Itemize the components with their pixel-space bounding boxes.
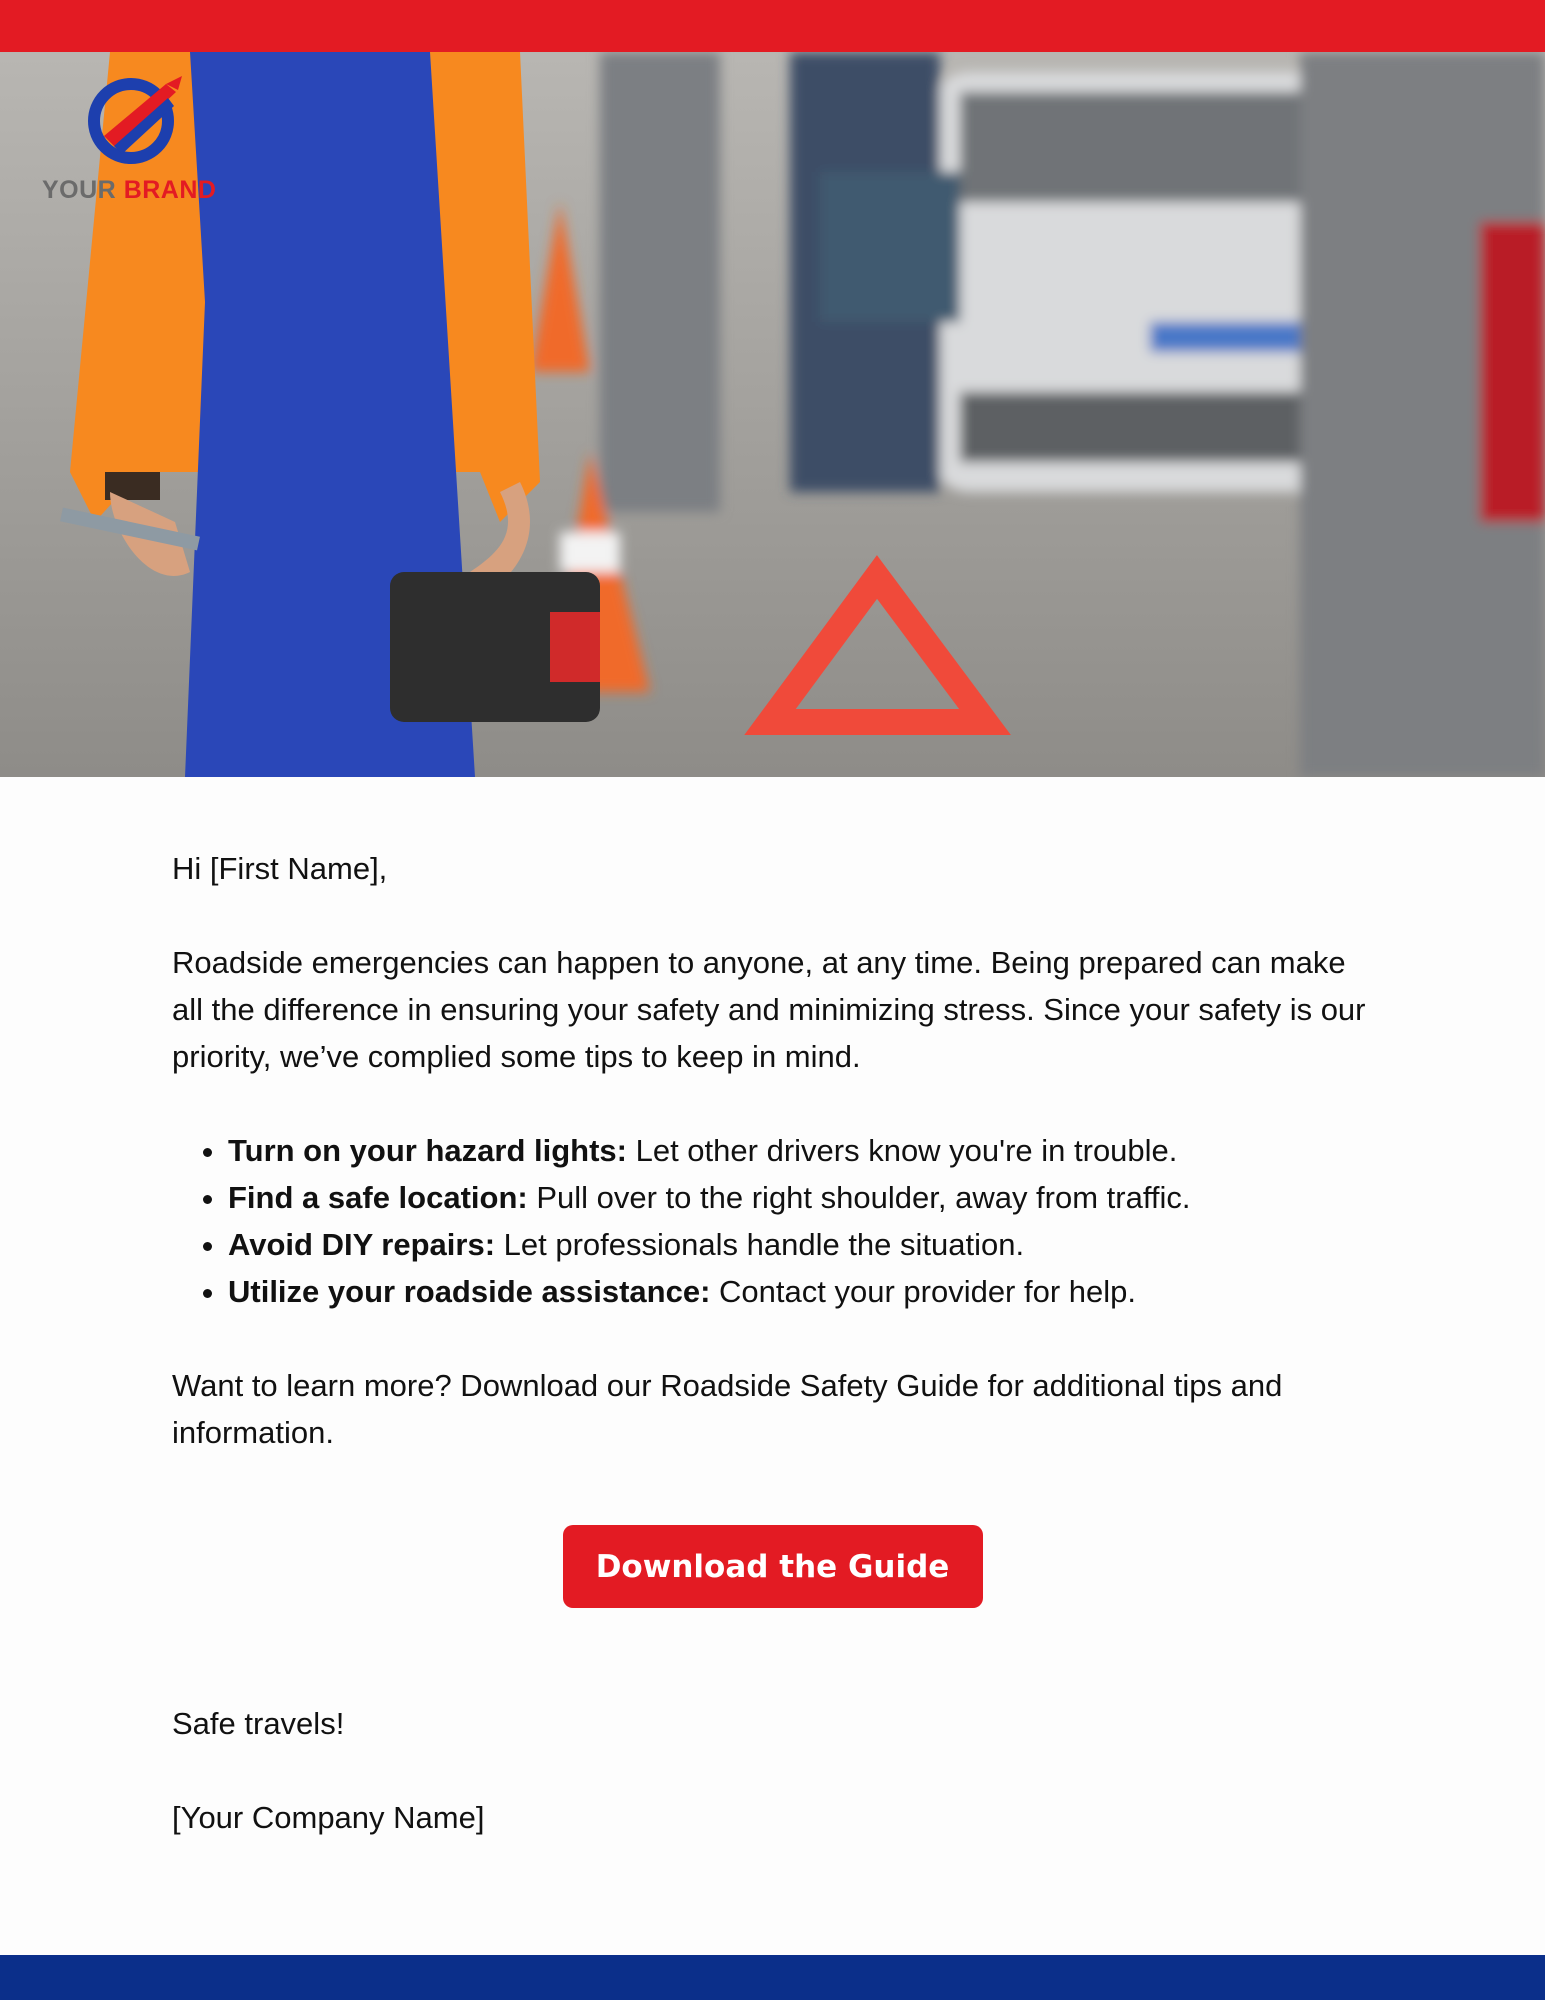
closing-line: Safe travels! — [172, 1706, 345, 1741]
top-accent-bar — [0, 0, 1545, 52]
greeting: Hi [First Name], — [172, 851, 388, 886]
tip-title: Find a safe location: — [228, 1180, 528, 1215]
intro-paragraph: Roadside emergencies can happen to anyone, at any time. Being prepared can make all the difference in ensuring your safety and minimizing stress. Since your safety is our priority, we’ve complied some tips to keep in mind. — [172, 945, 1366, 1074]
tip-item — [228, 1174, 1372, 1221]
brand-word-brand: BRAND — [123, 176, 217, 204]
company-signature: [Your Company Name] — [172, 1800, 485, 1835]
tip-item — [228, 1127, 1372, 1174]
cta-container — [0, 1525, 1545, 1608]
tip-title: Avoid DIY repairs: — [228, 1227, 496, 1262]
email-body — [172, 845, 1372, 1456]
brand-logo-icon — [86, 76, 226, 176]
bottom-accent-bar — [0, 1955, 1545, 2000]
tip-text: Contact your provider for help. — [710, 1274, 1137, 1309]
brand-logo — [42, 76, 242, 206]
brand-word-your: YOUR — [42, 176, 117, 204]
brand-name — [42, 176, 216, 205]
tip-text: Let other drivers know you're in trouble. — [626, 1133, 1178, 1168]
tip-title: Turn on your hazard lights: — [228, 1133, 627, 1168]
tips-list — [172, 1127, 1372, 1315]
tip-item — [228, 1268, 1372, 1315]
learn-more-paragraph: Want to learn more? Download our Roadside Safety Guide for additional tips and information. — [172, 1368, 1283, 1450]
tip-text: Pull over to the right shoulder, away from traffic. — [527, 1180, 1191, 1215]
tip-text: Let professionals handle the situation. — [495, 1227, 1025, 1262]
tip-item — [228, 1221, 1372, 1268]
download-guide-button[interactable]: Download the Guide — [563, 1525, 983, 1608]
tip-title: Utilize your roadside assistance: — [228, 1274, 711, 1309]
signoff — [172, 1700, 484, 1888]
